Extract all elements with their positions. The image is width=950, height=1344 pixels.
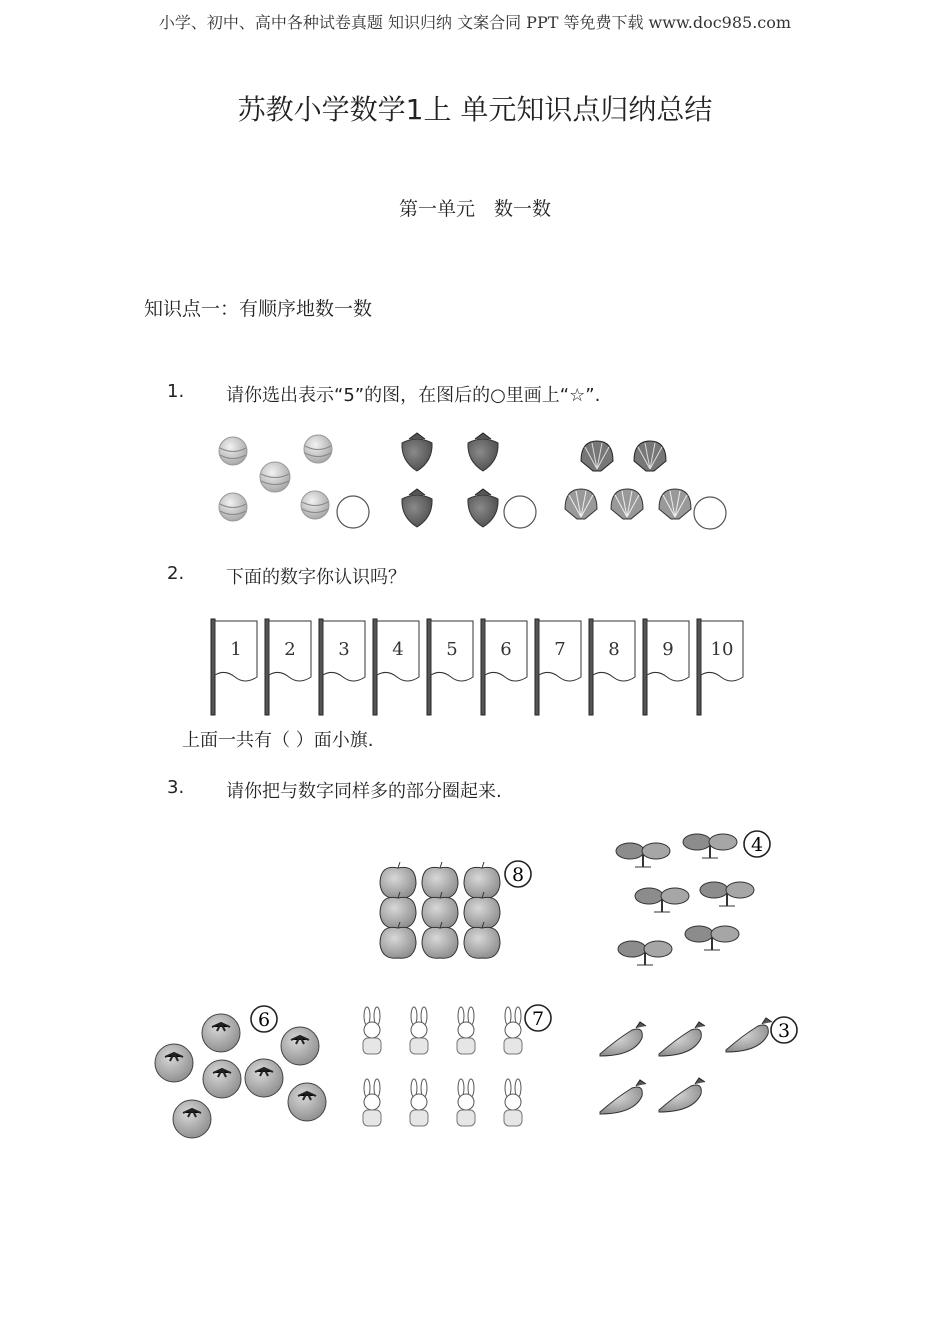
page-header: 小学、初中、高中各种试卷真题 知识归纳 文案合同 PPT 等免费下载 www.doc985.com (158, 13, 792, 32)
sprout-icon (635, 888, 689, 912)
flag-label: 10 (710, 639, 734, 660)
flag-3 (319, 619, 365, 715)
tomato-icon (245, 1059, 283, 1097)
flag-pole (481, 619, 485, 715)
shell-icon (611, 489, 643, 519)
apple-icon (422, 892, 458, 928)
ball-icon (219, 437, 247, 465)
flag-pole (535, 619, 539, 715)
ball-group (219, 435, 369, 528)
apple-icon (380, 892, 416, 928)
apple-icon (464, 892, 500, 928)
pepper-group (600, 1017, 797, 1114)
flag-label: 7 (554, 639, 566, 660)
flag-1 (211, 619, 257, 715)
group-number-peppers: 3 (777, 1020, 791, 1042)
strawberry-group (402, 433, 536, 528)
rabbit-icon (457, 1007, 475, 1054)
pepper-icon (659, 1022, 705, 1056)
strawberry-icon (468, 433, 498, 471)
flag-pole (211, 619, 215, 715)
flag-4 (373, 619, 419, 715)
flag-pole (643, 619, 647, 715)
flag-6 (481, 619, 527, 715)
flag-pole (427, 619, 431, 715)
ball-icon (219, 493, 247, 521)
shell-icon (634, 441, 666, 471)
ball-icon (260, 462, 290, 492)
flag-label: 1 (230, 639, 242, 660)
apple-group (380, 861, 531, 958)
tomato-icon (203, 1060, 241, 1098)
group-number-apples: 8 (511, 864, 525, 886)
answer-circle[interactable] (694, 497, 726, 529)
apple-icon (380, 862, 416, 898)
flag-row (205, 615, 750, 720)
flag-pole (319, 619, 323, 715)
question-1-text: 请你选出表示“5”的图，在图后的○里画上“☆”. (226, 385, 601, 406)
group-number-rabbits: 7 (531, 1008, 545, 1030)
rabbit-icon (504, 1007, 522, 1054)
flag-label: 6 (500, 639, 512, 660)
pepper-icon (600, 1080, 646, 1114)
apple-icon (422, 862, 458, 898)
tomato-icon (202, 1014, 240, 1052)
flag-8 (589, 619, 635, 715)
tomato-icon (288, 1083, 326, 1121)
pepper-icon (600, 1022, 646, 1056)
flag-2 (265, 619, 311, 715)
flag-label: 4 (392, 639, 404, 660)
sprout-group (616, 831, 770, 965)
question-3-pictures (140, 820, 810, 1150)
flag-label: 8 (608, 639, 620, 660)
strawberry-icon (402, 433, 432, 471)
apple-icon (464, 922, 500, 958)
pepper-icon (659, 1078, 705, 1112)
document-title: 苏教小学数学1上 单元知识点归纳总结 (237, 93, 713, 126)
rabbit-icon (504, 1079, 522, 1126)
rabbit-group (363, 1005, 551, 1126)
flag-label: 3 (338, 639, 350, 660)
question-3-text: 请你把与数字同样多的部分圈起来. (226, 781, 502, 802)
sprout-icon (618, 941, 672, 965)
rabbit-icon (410, 1079, 428, 1126)
sprout-icon (683, 834, 737, 858)
sprout-icon (700, 882, 754, 906)
strawberry-icon (468, 489, 498, 527)
shell-icon (581, 441, 613, 471)
apple-icon (422, 922, 458, 958)
apple-icon (464, 862, 500, 898)
flag-label: 9 (662, 639, 674, 660)
tomato-icon (281, 1027, 319, 1065)
unit-title: 第一单元 数一数 (398, 198, 551, 220)
apple-icon (380, 922, 416, 958)
knowledge-point-title: 知识点一：有顺序地数一数 (144, 298, 373, 320)
rabbit-icon (363, 1079, 381, 1126)
sprout-icon (616, 843, 670, 867)
ball-icon (301, 491, 329, 519)
flag-label: 5 (446, 639, 458, 660)
flag-9 (643, 619, 689, 715)
rabbit-icon (363, 1007, 381, 1054)
flag-pole (697, 619, 701, 715)
answer-circle[interactable] (337, 496, 369, 528)
question-2-text: 下面的数字你认识吗？ (226, 567, 406, 588)
strawberry-icon (402, 489, 432, 527)
sprout-icon (685, 926, 739, 950)
flag-pole (589, 619, 593, 715)
shell-icon (659, 489, 691, 519)
flag-5 (427, 619, 473, 715)
pepper-icon (726, 1018, 772, 1052)
flag-label: 2 (284, 639, 296, 660)
flag-pole (265, 619, 269, 715)
flag-10 (697, 619, 743, 715)
group-number-sprouts: 4 (750, 834, 764, 856)
rabbit-icon (410, 1007, 428, 1054)
answer-circle[interactable] (504, 496, 536, 528)
rabbit-icon (457, 1079, 475, 1126)
flag-pole (373, 619, 377, 715)
tomato-group (155, 1006, 326, 1138)
tomato-icon (173, 1100, 211, 1138)
shell-group (565, 441, 726, 529)
tomato-icon (155, 1044, 193, 1082)
question-1-number: 1. (167, 381, 185, 402)
question-2-number: 2. (167, 563, 185, 584)
ball-icon (304, 435, 332, 463)
question-2-answer-line: 上面一共有（ ）面小旗. (182, 730, 374, 751)
question-1-pictures (205, 425, 745, 535)
group-number-tomatoes: 6 (257, 1009, 271, 1031)
question-3-number: 3. (167, 777, 185, 798)
flag-7 (535, 619, 581, 715)
shell-icon (565, 489, 597, 519)
